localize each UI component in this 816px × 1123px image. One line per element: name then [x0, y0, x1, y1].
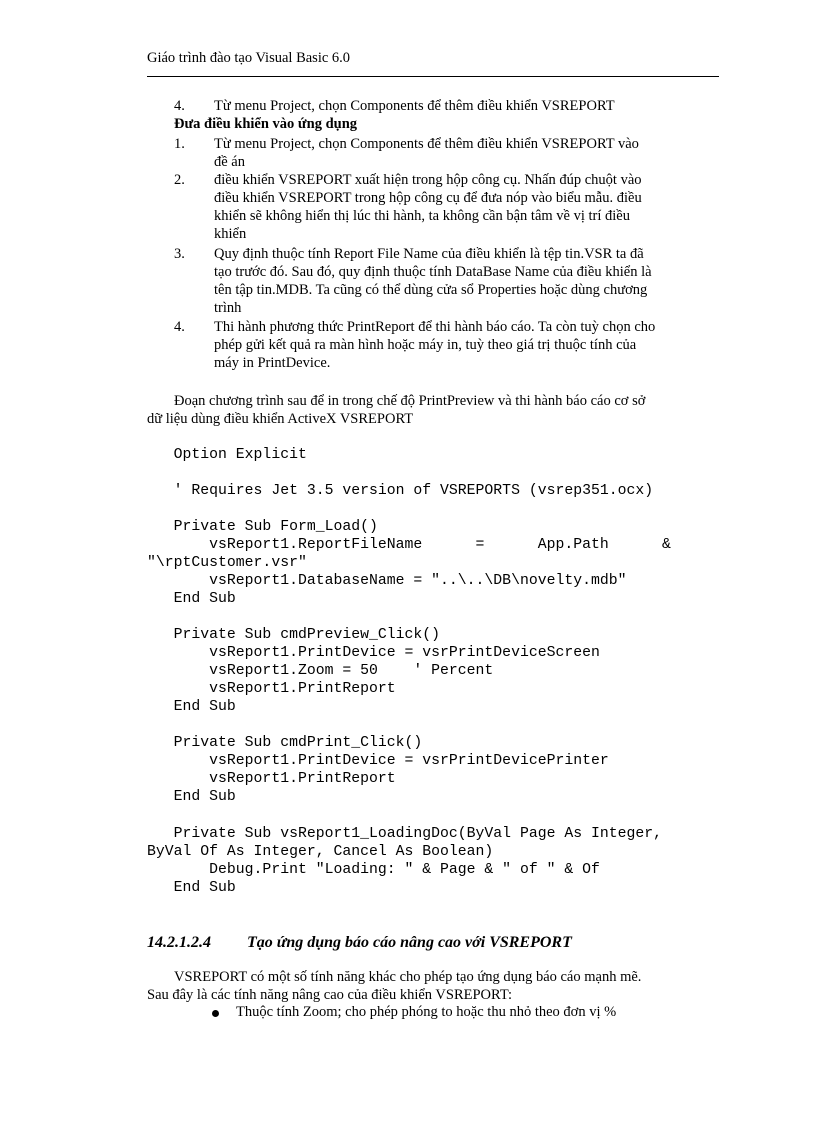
code-line: End Sub — [147, 699, 236, 715]
code-line: vsReport1.PrintReport — [147, 771, 396, 787]
page-header: Giáo trình đào tạo Visual Basic 6.0 — [147, 50, 351, 66]
step-line: tên tập tin.MDB. Ta cũng có thể dùng cửa sổ Properties hoặc dùng chương — [214, 282, 648, 298]
step-line: tạo trước đó. Sau đó, quy định thuộc tính DataBase Name của điều khiển là — [214, 264, 652, 280]
bullet-icon — [212, 1010, 219, 1017]
step-number: 4. — [174, 319, 185, 335]
intro-item-number: 4. — [174, 98, 185, 114]
step-line: khiển — [214, 226, 247, 242]
code-line: vsReport1.PrintDevice = vsrPrintDeviceScreen — [147, 645, 600, 661]
code-line: Private Sub cmdPreview_Click() — [147, 627, 441, 643]
step-line: Từ menu Project, chọn Components để thêm điều khiển VSREPORT vào — [214, 136, 639, 152]
code-line: "\rptCustomer.vsr" — [147, 555, 307, 571]
section-paragraph-line: VSREPORT có một số tính năng khác cho phép tạo ứng dụng báo cáo mạnh mẽ. — [174, 969, 642, 985]
code-line: vsReport1.PrintDevice = vsrPrintDevicePrinter — [147, 753, 609, 769]
description-line: Đoạn chương trình sau để in trong chế độ PrintPreview và thi hành báo cáo cơ sở — [174, 393, 646, 409]
bullet-item: Thuộc tính Zoom; cho phép phóng to hoặc thu nhỏ theo đơn vị % — [236, 1004, 617, 1020]
code-line: Private Sub Form_Load() — [147, 519, 378, 535]
code-line: ByVal Of As Integer, Cancel As Boolean) — [147, 844, 494, 860]
section-number: 14.2.1.2.4 — [147, 934, 211, 951]
step-line: trình — [214, 300, 242, 316]
code-line: vsReport1.ReportFileName = App.Path & — [147, 537, 671, 553]
description-line: dữ liệu dùng điều khiển ActiveX VSREPORT — [147, 411, 414, 427]
code-line: Private Sub vsReport1_LoadingDoc(ByVal Page As Integer, — [147, 826, 663, 842]
subheading: Đưa điều khiển vào ứng dụng — [174, 116, 358, 132]
code-line: End Sub — [147, 591, 236, 607]
step-line: phép gửi kết quả ra màn hình hoặc máy in, tuỳ theo giá trị thuộc tính của — [214, 337, 637, 353]
step-line: khiển sẽ không hiển thị lúc thi hành, ta không cần bận tâm về vị trí điều — [214, 208, 630, 224]
section-paragraph-line: Sau đây là các tính năng nâng cao của điều khiển VSREPORT: — [147, 987, 512, 1003]
code-line: Option Explicit — [147, 447, 307, 463]
code-line: End Sub — [147, 789, 236, 805]
code-line: Private Sub cmdPrint_Click() — [147, 735, 423, 751]
code-line: vsReport1.DatabaseName = "..\..\DB\novelty.mdb" — [147, 573, 627, 589]
step-line: điều khiển VSREPORT trong hộp công cụ để đưa nóp vào biểu mẫu. điều — [214, 190, 642, 206]
code-line: ' Requires Jet 3.5 version of VSREPORTS (vsrep351.ocx) — [147, 483, 654, 499]
header-divider — [147, 76, 719, 77]
code-line: Debug.Print "Loading: " & Page & " of " & Of — [147, 862, 600, 878]
section-title: Tạo ứng dụng báo cáo nâng cao với VSREPORT — [247, 934, 572, 951]
step-line: Thi hành phương thức PrintReport để thi hành báo cáo. Ta còn tuỳ chọn cho — [214, 319, 656, 335]
step-line: đề án — [214, 154, 245, 170]
code-line: vsReport1.PrintReport — [147, 681, 396, 697]
intro-item-text: Từ menu Project, chọn Components để thêm điều khiển VSREPORT — [214, 98, 615, 114]
step-line: máy in PrintDevice. — [214, 355, 331, 371]
step-number: 1. — [174, 136, 185, 152]
code-line: vsReport1.Zoom = 50 ' Percent — [147, 663, 494, 679]
step-number: 2. — [174, 172, 185, 188]
section-heading — [147, 934, 572, 952]
step-line: Quy định thuộc tính Report File Name của điều khiển là tệp tin.VSR ta đã — [214, 246, 644, 262]
code-line: End Sub — [147, 880, 236, 896]
step-line: điều khiển VSREPORT xuất hiện trong hộp công cụ. Nhấn đúp chuột vào — [214, 172, 642, 188]
step-number: 3. — [174, 246, 185, 262]
